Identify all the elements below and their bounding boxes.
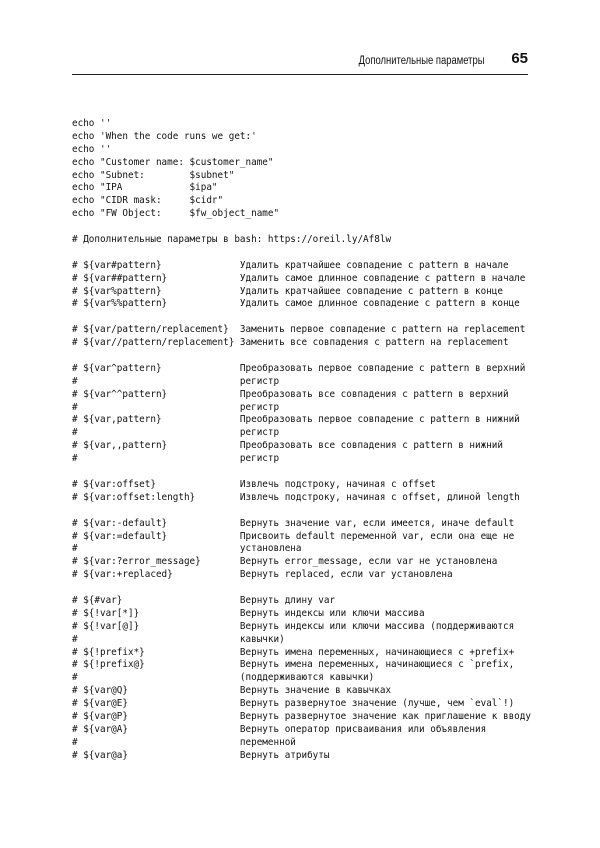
running-head-title: Дополнительные параметры xyxy=(358,55,484,67)
code-line: echo "CIDR mask: $cidr" xyxy=(72,195,224,207)
code-line: # регистр xyxy=(72,375,280,387)
code-line: # ${var^pattern} Преобразовать первое совпадение с pattern в верхний xyxy=(72,362,526,374)
code-line xyxy=(72,582,532,595)
code-line: # ${!prefix@} Вернуть имена переменных, начинающиеся с `prefix, xyxy=(72,659,515,671)
code-line: # ${var%%pattern} Удалить самое длинное совпадение с pattern в конце xyxy=(72,298,520,310)
code-line: echo "Customer name: $customer_name" xyxy=(72,156,274,168)
code-line: echo 'When the code runs we get:' xyxy=(72,130,257,142)
code-line: # ${var,,pattern} Преобразовать все совпадения с pattern в нижний xyxy=(72,440,503,452)
code-line: # ${var@E} Вернуть развернутое значение (лучше, чем `eval`!) xyxy=(72,698,515,710)
code-line: echo "Subnet: $subnet" xyxy=(72,169,235,181)
code-line: # ${var:offset:length} Извлечь подстроку, начиная с offset, длиной length xyxy=(72,491,520,503)
code-line: # регистр xyxy=(72,401,280,413)
code-line: # ${var@P} Вернуть развернутое значение как приглашение к вводу xyxy=(72,710,531,722)
code-line: # ${var/pattern/replacement} Заменить первое совпадение с pattern на replacement xyxy=(72,324,526,336)
code-line: # (поддерживаются кавычки) xyxy=(72,672,375,684)
code-line: # ${var:+replaced} Вернуть replaced, если var установлена xyxy=(72,569,453,581)
code-line: # ${!var[@]} Вернуть индексы или ключи массива (поддерживаются xyxy=(72,620,515,632)
code-line: # Дополнительные параметры в bash: https://oreil.ly/Af8lw xyxy=(72,234,392,246)
code-line: # ${var:?error_message} Вернуть error_message, если var не установлена xyxy=(72,556,498,568)
code-line: # ${var@Q} Вернуть значение в кавычках xyxy=(72,685,392,697)
code-line: echo '' xyxy=(72,118,112,129)
code-line: # установлена xyxy=(72,543,302,555)
code-line: # ${var,pattern} Преобразовать первое совпадение с pattern в нижний xyxy=(72,414,520,426)
code-line: # ${var@a} Вернуть атрибуты xyxy=(72,749,330,761)
code-line: # ${#var} Вернуть длину var xyxy=(72,594,336,606)
code-line: echo "FW Object: $fw_object_name" xyxy=(72,208,280,220)
code-line: # ${!prefix*} Вернуть имена переменных, начинающиеся с +prefix+ xyxy=(72,646,515,658)
code-line: # ${var:=default} Присвоить default переменной var, если она еще не xyxy=(72,530,515,542)
code-listing xyxy=(72,118,532,763)
code-line xyxy=(72,350,532,363)
code-line: # переменной xyxy=(72,736,296,748)
code-line: # ${var@A} Вернуть оператор присваивания или объявления xyxy=(72,723,487,735)
code-line: # кавычки) xyxy=(72,633,285,645)
page-header xyxy=(72,48,528,75)
code-line xyxy=(72,505,532,518)
code-line: # ${!var[*]} Вернуть индексы или ключи массива xyxy=(72,607,425,619)
code-line: echo '' xyxy=(72,143,112,155)
code-line xyxy=(72,247,532,260)
code-line: # регистр xyxy=(72,427,280,439)
code-line: echo "IPA $ipa" xyxy=(72,182,218,194)
page-number: 65 xyxy=(511,50,528,67)
code-line: # ${var//pattern/replacement} Заменить все совпадения с pattern на replacement xyxy=(72,337,509,349)
code-line: # ${var##pattern} Удалить самое длинное совпадение с pattern в начале xyxy=(72,272,526,284)
code-line: # ${var^^pattern} Преобразовать все совпадения с pattern в верхний xyxy=(72,388,509,400)
code-line xyxy=(72,221,532,234)
code-line: # регистр xyxy=(72,453,280,465)
code-line xyxy=(72,466,532,479)
code-line: # ${var:-default} Вернуть значение var, если имеется, иначе default xyxy=(72,517,515,529)
code-line: # ${var#pattern} Удалить кратчайшее совпадение с pattern в начале xyxy=(72,259,509,271)
code-line: # ${var%pattern} Удалить кратчайшее совпадение с pattern в конце xyxy=(72,285,503,297)
code-line: # ${var:offset} Извлечь подстроку, начиная с offset xyxy=(72,478,436,490)
code-line xyxy=(72,311,532,324)
